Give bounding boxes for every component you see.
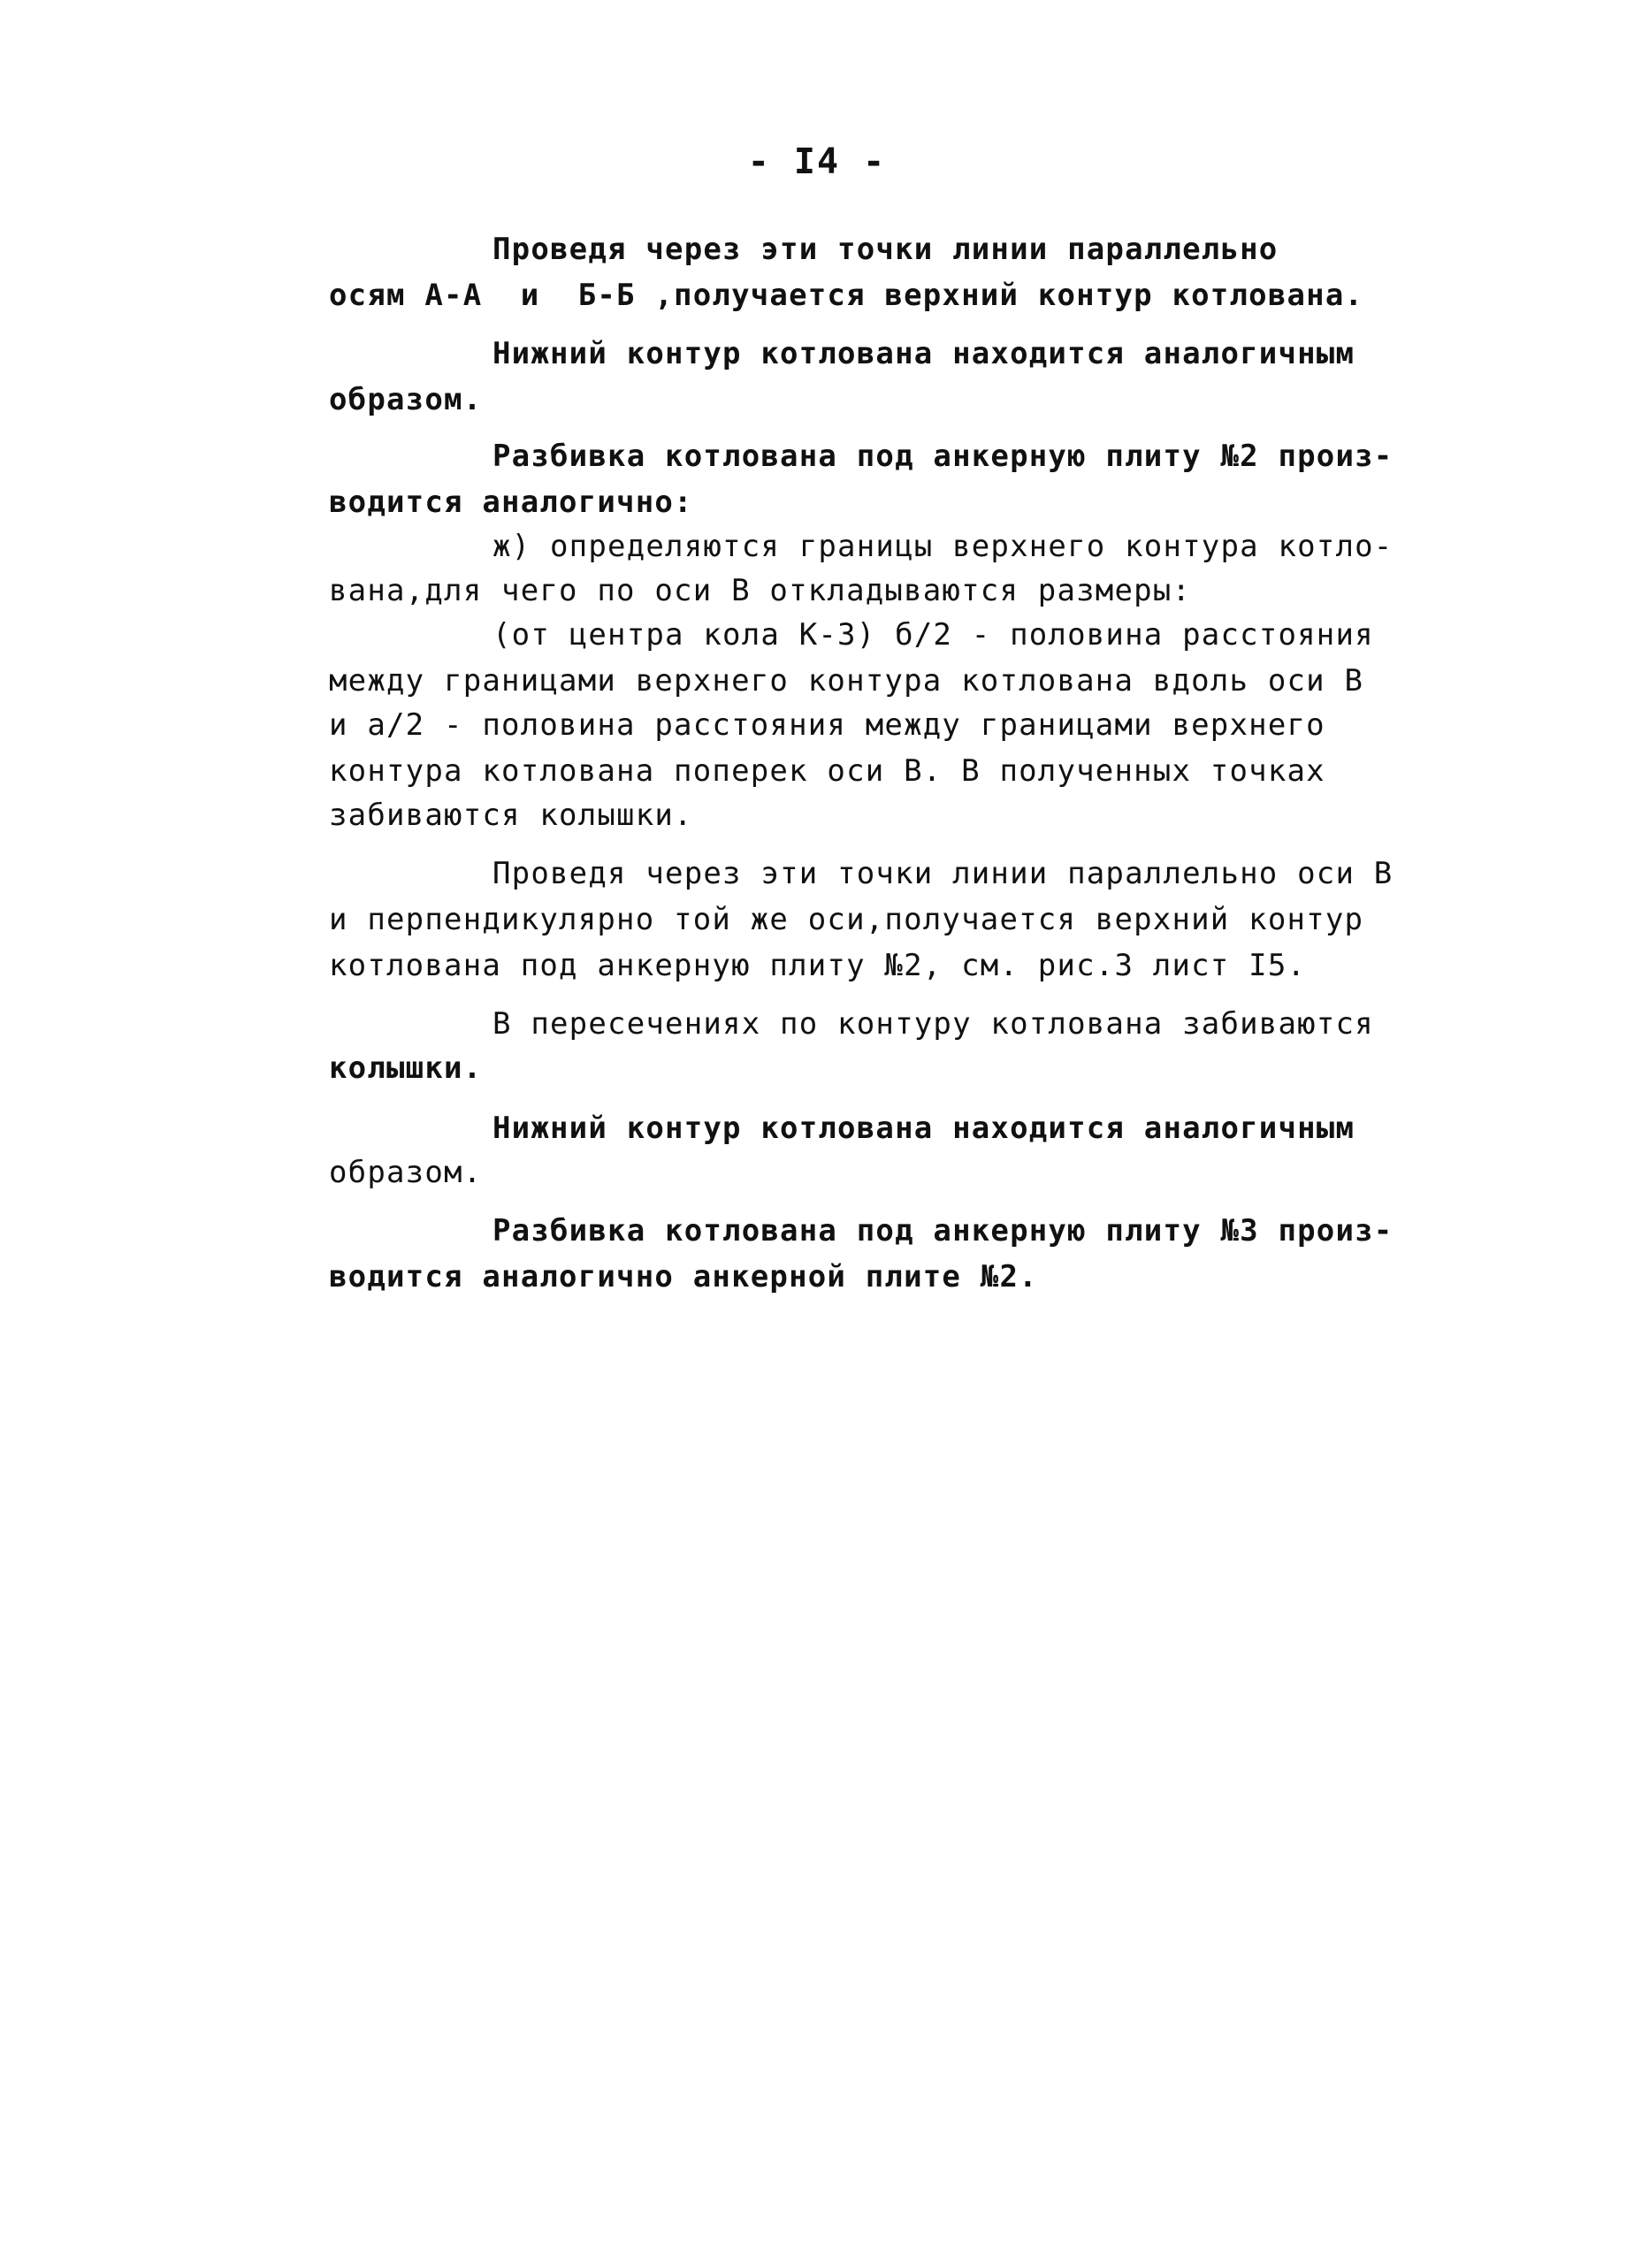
paragraph-3-line-2: водится аналогично: [329, 485, 693, 520]
paragraph-3-line-3: ж) определяются границы верхнего контура котло- [492, 529, 1393, 564]
paragraph-7-line-2: водится аналогично анкерной плите №2. [329, 1259, 1038, 1294]
paragraph-2-line-1: Нижний контур котлована находится аналогичным [492, 336, 1355, 371]
paragraph-3-line-4: вана,для чего по оси В откладываются размеры: [329, 573, 1192, 608]
paragraph-3-line-1: Разбивка котлована под анкерную плиту №2 произ- [492, 439, 1393, 474]
paragraph-1-line-1: Проведя через эти точки линии параллельно [492, 232, 1279, 267]
paragraph-3-line-7: и а/2 - половина расстояния между границами верхнего [329, 707, 1325, 743]
paragraph-2-line-2: образом. [329, 382, 483, 417]
page-number: - I4 - [747, 141, 887, 182]
paragraph-7-line-1: Разбивка котлована под анкерную плиту №3 произ- [492, 1213, 1393, 1249]
paragraph-4-line-3: котлована под анкерную плиту №2, см. рис.3 лист I5. [329, 948, 1307, 983]
paragraph-1-line-2: осям А-А и Б-Б ,получается верхний контур котлована. [329, 278, 1364, 313]
paragraph-6-line-2: образом. [329, 1155, 483, 1190]
paragraph-4-line-2: и перпендикулярно той же оси,получается верхний контур [329, 902, 1364, 937]
paragraph-4-line-1: Проведя через эти точки линии параллельно оси В [492, 856, 1393, 891]
paragraph-5-line-1: В пересечениях по контуру котлована забиваются [492, 1006, 1374, 1042]
paragraph-3-line-9: забиваются колышки. [329, 798, 693, 833]
paragraph-6-line-1: Нижний контур котлована находится аналогичным [492, 1111, 1355, 1146]
paragraph-5-line-2: колышки. [329, 1050, 483, 1086]
paragraph-3-line-8: контура котлована поперек оси В. В полученных точках [329, 753, 1325, 789]
paragraph-3-line-5: (от центра кола К-3) б/2 - половина расстояния [492, 617, 1374, 653]
paragraph-3-line-6: между границами верхнего контура котлована вдоль оси В [329, 663, 1364, 699]
